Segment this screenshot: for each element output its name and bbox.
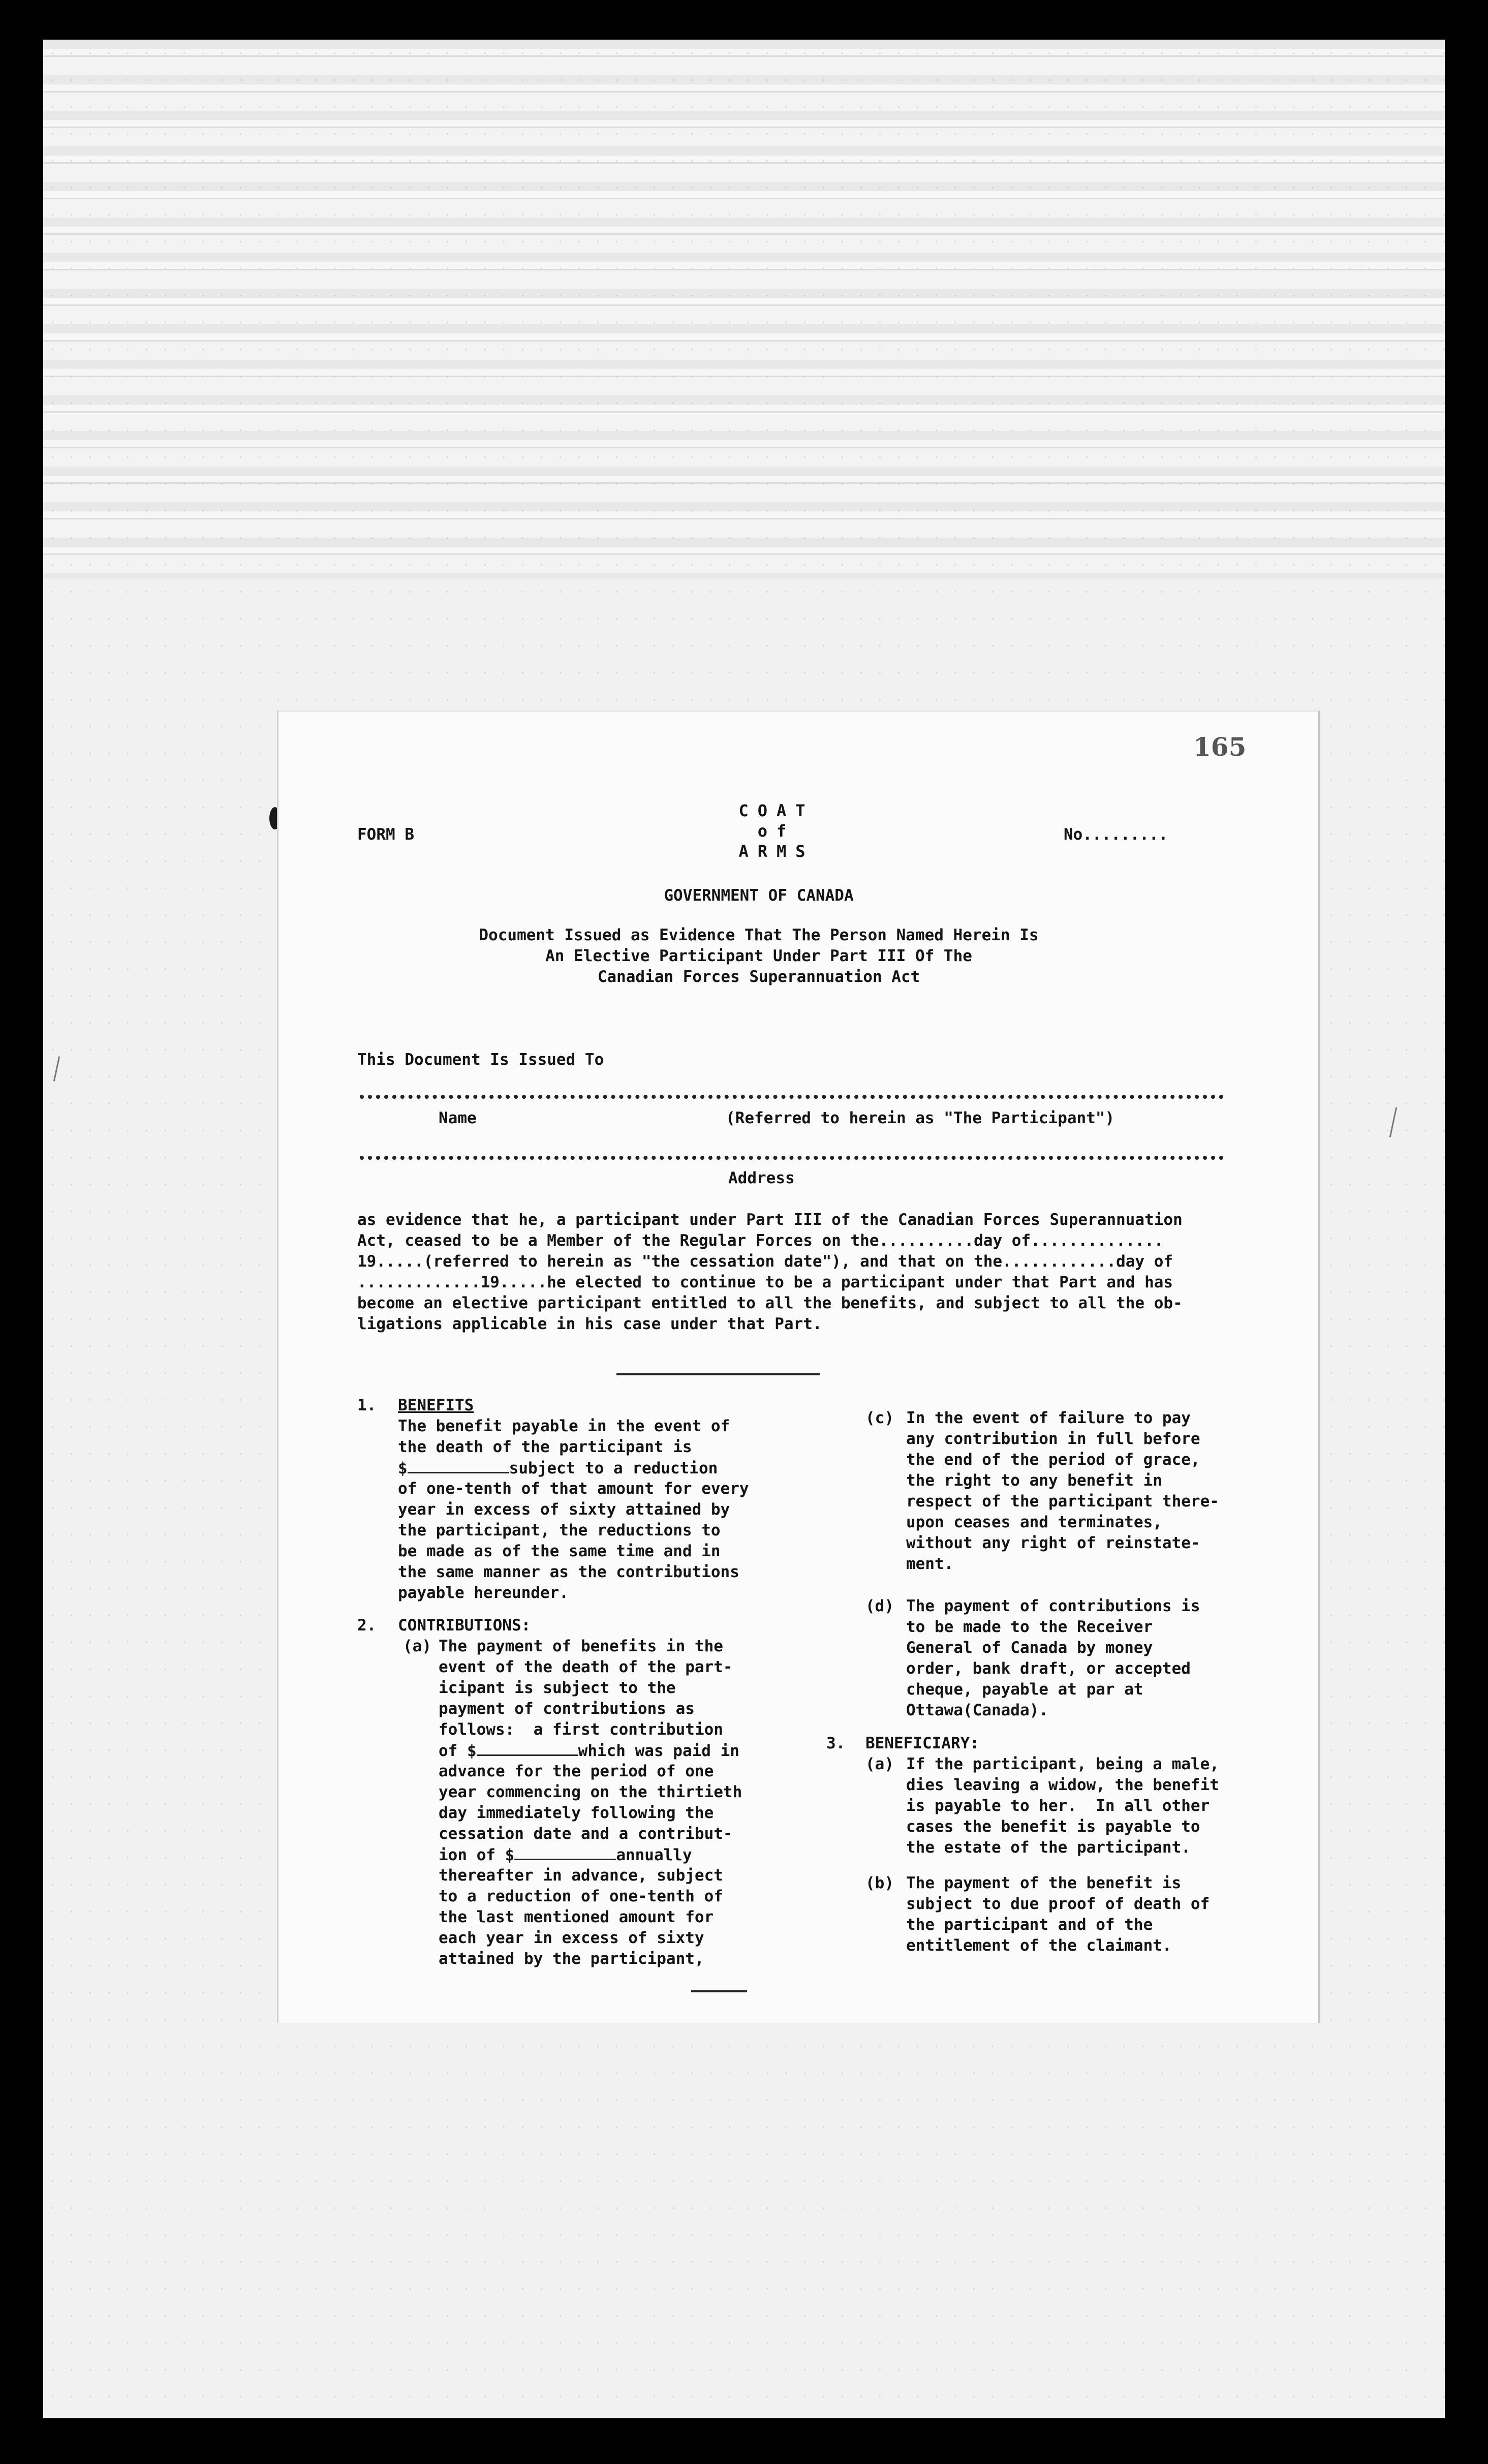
section-divider	[616, 1373, 820, 1375]
document-number-field: No.........	[1064, 825, 1168, 844]
contributions-a-line: day immediately following the	[439, 1804, 714, 1822]
name-label: Name	[439, 1109, 477, 1127]
benefits-line: subject to a reduction	[509, 1459, 718, 1477]
benefits-line: The benefit payable in the event of	[398, 1417, 730, 1435]
government-heading: GOVERNMENT OF CANADA	[664, 886, 854, 905]
contributions-a-line: cessation date and a contribut-	[439, 1825, 733, 1843]
contributions-a-line: attained by the participant,	[439, 1950, 704, 1968]
evidence-line: as evidence that he, a participant under Part III of the Canadian Forces Superannuation	[357, 1211, 1183, 1229]
benefits-line: the death of the participant is	[398, 1438, 692, 1456]
beneficiary-b-line: The payment of the benefit is	[906, 1874, 1182, 1892]
contributions-a-line: follows: a first contribution	[439, 1720, 723, 1739]
contributions-a-line: annually	[616, 1846, 692, 1864]
benefits-line: the same manner as the contributions	[398, 1563, 739, 1581]
contributions-a-line: year commencing on the thirtieth	[439, 1783, 742, 1801]
evidence-line: .............19.....he elected to continue to be a participant under that Part and has	[357, 1273, 1173, 1291]
contributions-number: 2.	[357, 1616, 377, 1635]
contributions-d-line: cheque, payable at par at	[906, 1680, 1143, 1699]
first-contribution-line	[439, 1740, 739, 1762]
benefits-amount-line	[398, 1458, 718, 1479]
address-label: Address	[728, 1169, 795, 1187]
contributions-a-label: (a)	[403, 1637, 431, 1655]
contributions-c-line: any contribution in full before	[906, 1430, 1200, 1448]
coat-of-arms-placeholder	[705, 800, 848, 861]
contributions-c-line: ment.	[906, 1555, 954, 1573]
contributions-d-label: (d)	[865, 1597, 894, 1615]
coat-line: COAT	[738, 801, 815, 820]
beneficiary-a-line: is payable to her. In all other	[906, 1797, 1210, 1815]
name-dotted-line	[360, 1089, 1224, 1099]
contributions-a-line: the last mentioned amount for	[439, 1908, 714, 1926]
evidence-line: become an elective participant entitled to all the benefits, and subject to all the ob-	[357, 1294, 1183, 1312]
beneficiary-b-line: the participant and of the	[906, 1916, 1153, 1934]
of-prefix: of $	[439, 1742, 477, 1760]
form-label: FORM B	[357, 825, 414, 844]
evidence-line: 19.....(referred to herein as "the cessation date"), and that on the............day of	[357, 1252, 1173, 1271]
address-dotted-line	[360, 1150, 1224, 1160]
contributions-a-line: payment of contributions as	[439, 1700, 695, 1718]
beneficiary-a-line: dies leaving a widow, the benefit	[906, 1776, 1219, 1794]
contributions-a-line: icipant is subject to the	[439, 1679, 676, 1697]
contributions-a-line: advance for the period of one	[439, 1762, 714, 1780]
benefits-line: year in excess of sixty attained by	[398, 1500, 730, 1519]
ion-of-prefix: ion of $	[439, 1846, 515, 1864]
benefits-heading: BENEFITS	[398, 1396, 474, 1414]
microfilm-page	[43, 40, 1445, 2418]
contributions-d-line: The payment of contributions is	[906, 1597, 1200, 1615]
benefits-line: of one-tenth of that amount for every	[398, 1480, 749, 1498]
contributions-a-line: event of the death of the part-	[439, 1658, 733, 1676]
benefit-amount-blank[interactable]	[408, 1458, 509, 1473]
contributions-c-line: upon ceases and terminates,	[906, 1513, 1162, 1531]
contributions-c-label: (c)	[865, 1409, 894, 1427]
beneficiary-number: 3.	[826, 1734, 846, 1752]
contributions-a-line: thereafter in advance, subject	[439, 1866, 723, 1885]
annual-contribution-line	[439, 1844, 692, 1866]
benefits-line: be made as of the same time and in	[398, 1542, 721, 1560]
benefits-line: payable hereunder.	[398, 1584, 569, 1602]
beneficiary-a-line: If the participant, being a male,	[906, 1755, 1219, 1773]
annual-contribution-blank[interactable]	[514, 1844, 616, 1860]
page-end-mark	[691, 1990, 747, 1992]
beneficiary-a-line: cases the benefit is payable to	[906, 1818, 1200, 1836]
contributions-c-line: respect of the participant there-	[906, 1492, 1219, 1511]
contributions-a-line: to a reduction of one-tenth of	[439, 1887, 723, 1905]
document-subtitle-line: An Elective Participant Under Part III Of The	[545, 947, 972, 965]
evidence-line: Act, ceased to be a Member of the Regular Forces on the..........day of..............	[357, 1231, 1164, 1250]
contributions-a-line: The payment of benefits in the	[439, 1637, 723, 1655]
document-sheet	[277, 711, 1320, 2023]
contributions-c-line: In the event of failure to pay	[906, 1409, 1191, 1427]
first-contribution-blank[interactable]	[477, 1740, 578, 1756]
beneficiary-b-line: subject to due proof of death of	[906, 1895, 1210, 1913]
coat-line: of	[757, 821, 796, 841]
coat-line: ARMS	[738, 842, 815, 861]
contributions-c-line: the right to any benefit in	[906, 1471, 1162, 1490]
contributions-d-line: Ottawa(Canada).	[906, 1701, 1048, 1719]
contributions-d-line: order, bank draft, or accepted	[906, 1659, 1191, 1678]
issued-to-label: This Document Is Issued To	[357, 1051, 604, 1069]
contributions-d-line: to be made to the Receiver	[906, 1618, 1153, 1636]
document-subtitle-line: Document Issued as Evidence That The Person Named Herein Is	[479, 926, 1039, 944]
contributions-c-line: without any right of reinstate-	[906, 1534, 1200, 1552]
benefits-line: the participant, the reductions to	[398, 1521, 721, 1539]
benefits-number: 1.	[357, 1396, 377, 1414]
beneficiary-heading: BENEFICIARY:	[865, 1734, 979, 1752]
beneficiary-a-line: the estate of the participant.	[906, 1838, 1191, 1857]
page-number: 165	[1193, 732, 1247, 762]
contributions-c-line: the end of the period of grace,	[906, 1451, 1200, 1469]
contributions-d-line: General of Canada by money	[906, 1639, 1153, 1657]
evidence-line: ligations applicable in his case under that Part.	[357, 1315, 822, 1333]
contributions-a-line: each year in excess of sixty	[439, 1929, 704, 1947]
dollar-sign: $	[398, 1459, 408, 1477]
contributions-a-line: which was paid in	[578, 1742, 739, 1760]
beneficiary-a-label: (a)	[865, 1755, 894, 1773]
beneficiary-b-label: (b)	[865, 1874, 894, 1892]
contributions-heading: CONTRIBUTIONS:	[398, 1616, 531, 1635]
participant-label: (Referred to herein as "The Participant")	[726, 1109, 1115, 1127]
document-subtitle-line: Canadian Forces Superannuation Act	[597, 968, 920, 986]
beneficiary-b-line: entitlement of the claimant.	[906, 1936, 1172, 1955]
